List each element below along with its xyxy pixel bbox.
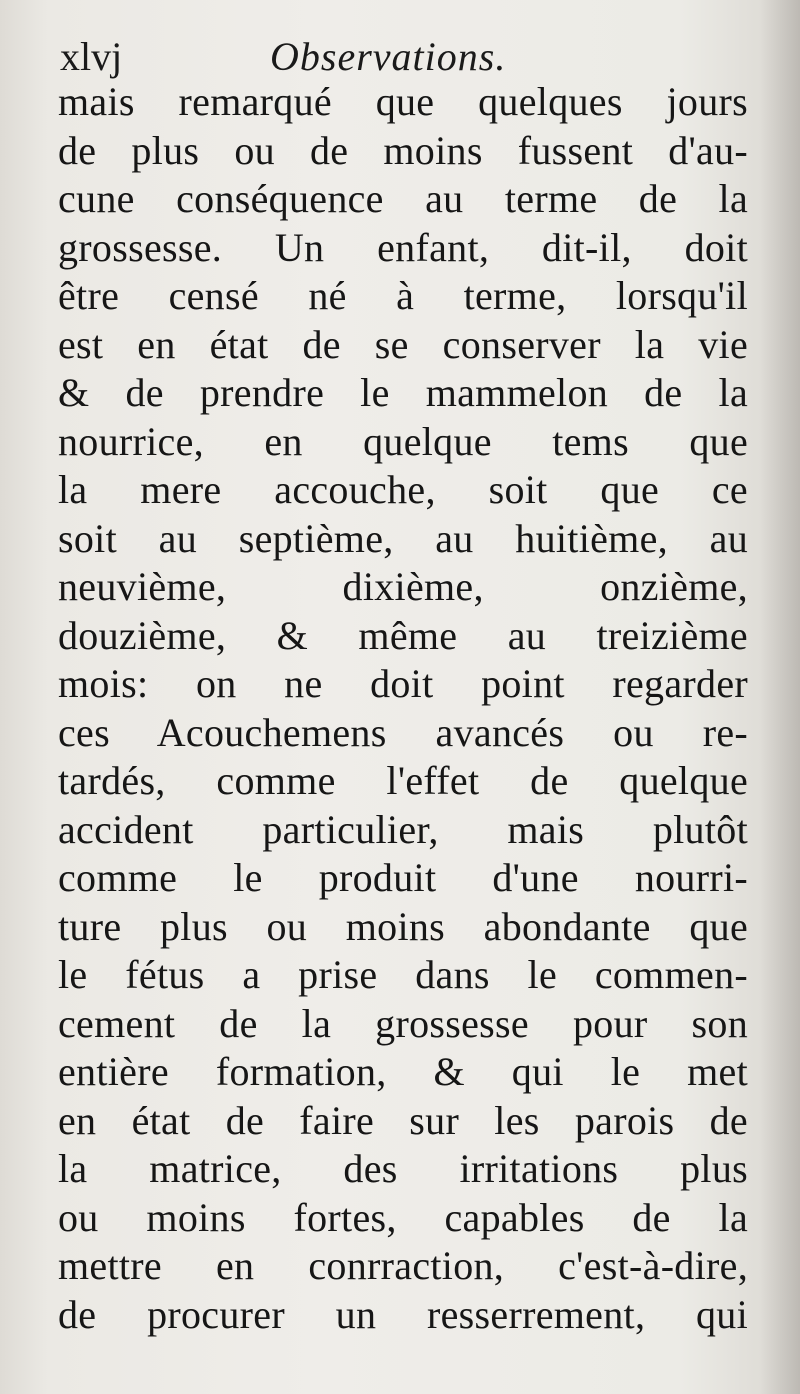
text-line: mois: on ne doit point regarder [58,661,748,706]
text-line: cement de la grossesse pour son [58,1000,748,1046]
text-line: grossesse. Un enfant, dit-il, doit [58,224,748,270]
text-line: de procurer un resserrement, qui [58,1291,748,1337]
text-line: nourrice, en quelque tems que [58,418,748,464]
text-line: de plus ou de moins fussent d'au- [58,127,748,173]
text-line: neuvième, dixième, onzième, [58,564,748,609]
text-line: est en état de se conserver la vie [58,321,748,367]
running-head: Observations. [270,34,507,79]
text-line: en état de faire sur les parois de [58,1097,748,1143]
text-line: mettre en conrraction, c'est-à-dire, [58,1243,748,1288]
text-line: mais remarqué que quelques jours [58,79,748,124]
text-line: ou moins fortes, capables de la [58,1194,748,1240]
text-line: la mere accouche, soit que ce [58,467,748,512]
text-line: & de prendre le mammelon de la [58,370,748,415]
text-line: soit au septième, au huitième, au [58,515,748,561]
text-line: accident particulier, mais plutôt [58,806,748,852]
text-line: ture plus ou moins abondante que [58,903,748,949]
body-text [58,78,748,1339]
text-line: tardés, comme l'effet de quelque [58,758,748,803]
text-line: entière formation, & qui le met [58,1049,748,1094]
text-line: douzième, & même au treizième [58,612,748,658]
text-line: le fétus a prise dans le commen- [58,952,748,997]
text-line: cune conséquence au terme de la [58,176,748,221]
text-line: être censé né à terme, lorsqu'il [58,273,748,318]
text-line: ces Acouchemens avancés ou re- [58,709,748,755]
text-line: comme le produit d'une nourri- [58,855,748,900]
page-header [60,32,750,82]
text-line: la matrice, des irritations plus [58,1146,748,1191]
page-number: xlvj [60,34,123,79]
